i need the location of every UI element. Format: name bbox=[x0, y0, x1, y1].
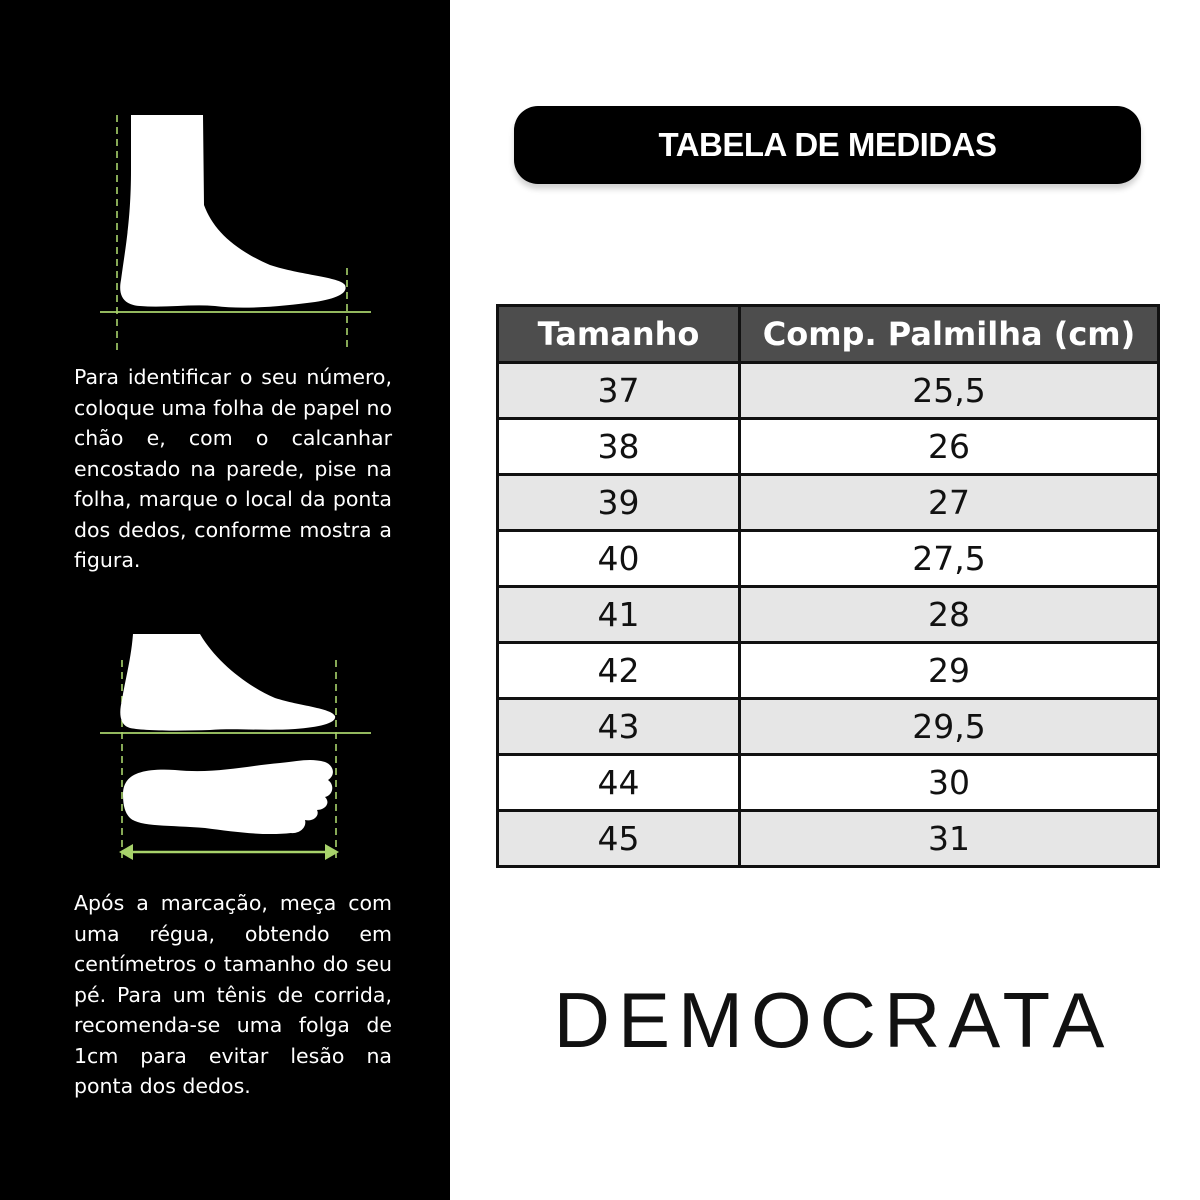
instructions-panel bbox=[0, 0, 450, 1200]
table-row bbox=[498, 363, 1159, 419]
size-cell: 42 bbox=[498, 643, 740, 699]
insole-length-cell: 27 bbox=[740, 475, 1159, 531]
insole-length-cell: 31 bbox=[740, 811, 1159, 867]
size-cell: 45 bbox=[498, 811, 740, 867]
size-cell: 39 bbox=[498, 475, 740, 531]
size-cell: 40 bbox=[498, 531, 740, 587]
size-table-title: TABELA DE MEDIDAS bbox=[658, 126, 997, 163]
insole-length-cell: 25,5 bbox=[740, 363, 1159, 419]
table-row bbox=[498, 475, 1159, 531]
table-row bbox=[498, 755, 1159, 811]
table-row bbox=[498, 419, 1159, 475]
insole-length-cell: 27,5 bbox=[740, 531, 1159, 587]
table-row bbox=[498, 643, 1159, 699]
insole-length-cell: 30 bbox=[740, 755, 1159, 811]
table-row bbox=[498, 587, 1159, 643]
table-header-row bbox=[498, 306, 1159, 363]
size-table-title-banner bbox=[514, 106, 1141, 184]
brand-logo: DEMOCRATA bbox=[553, 976, 1113, 1064]
insole-length-cell: 26 bbox=[740, 419, 1159, 475]
table-row bbox=[498, 699, 1159, 755]
column-header-insole-length: Comp. Palmilha (cm) bbox=[740, 306, 1159, 363]
size-chart-table bbox=[496, 304, 1160, 868]
table-row bbox=[498, 811, 1159, 867]
instructions-step-1: Para identificar o seu número, coloque uma folha de papel no chão e, com o calcanhar encostado na parede, pise na folha, marque o local da ponta dos dedos, conforme mostra a figura. bbox=[74, 365, 392, 572]
table-row bbox=[498, 531, 1159, 587]
size-cell: 38 bbox=[498, 419, 740, 475]
insole-length-cell: 28 bbox=[740, 587, 1159, 643]
foot-against-wall-icon bbox=[95, 110, 380, 355]
size-cell: 44 bbox=[498, 755, 740, 811]
instructions-step-2: Após a marcação, meça com uma régua, obtendo em centímetros o tamanho do seu pé. Para um tênis de corrida, recomenda-se uma folga de 1cm para evitar lesão na ponta dos dedos. bbox=[74, 891, 392, 1098]
size-cell: 43 bbox=[498, 699, 740, 755]
size-cell: 41 bbox=[498, 587, 740, 643]
insole-length-cell: 29 bbox=[740, 643, 1159, 699]
column-header-size: Tamanho bbox=[498, 306, 740, 363]
foot-measurement-icon bbox=[95, 630, 380, 865]
size-cell: 37 bbox=[498, 363, 740, 419]
insole-length-cell: 29,5 bbox=[740, 699, 1159, 755]
